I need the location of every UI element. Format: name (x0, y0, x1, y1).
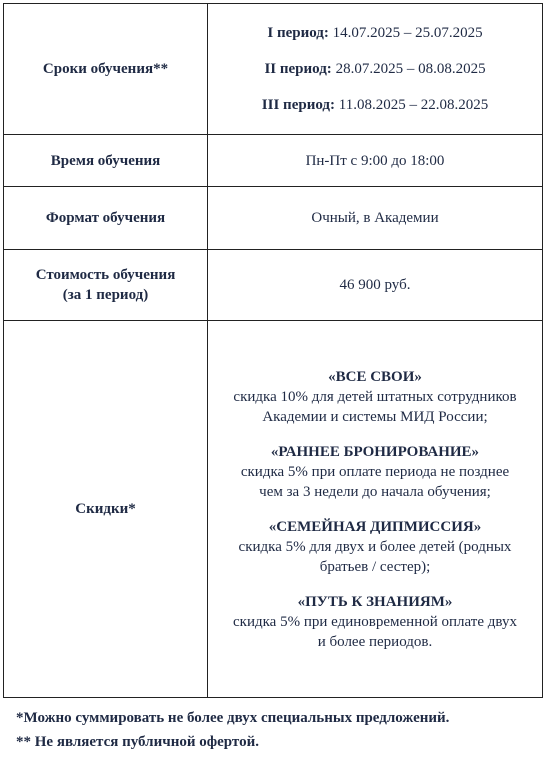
footnote-not-public-offer: ** Не является публичной офертой. (16, 734, 259, 750)
period-1 (214, 23, 536, 43)
discounts-label: Скидки* (4, 321, 208, 698)
period-3-dates: 11.08.2025 – 22.08.2025 (338, 97, 489, 113)
discount-desc-line1: скидка 5% для двух и более детей (родных (238, 538, 512, 555)
cost-label (4, 250, 208, 321)
discount-title: «ВСЕ СВОИ» (328, 368, 422, 385)
discount-item (214, 367, 536, 427)
terms-value (208, 4, 543, 135)
discount-title: «РАННЕЕ БРОНИРОВАНИЕ» (270, 443, 480, 460)
footnotes (16, 706, 449, 754)
table-row-time (4, 135, 543, 187)
period-3-name: III период: (261, 97, 335, 113)
discount-desc-line1: скидка 10% для детей штатных сотрудников (233, 388, 517, 405)
discount-title: «ПУТЬ К ЗНАНИЯМ» (297, 593, 453, 610)
discount-item (214, 592, 536, 652)
format-value: Очный, в Академии (208, 187, 543, 250)
discount-desc-line1: скидка 5% при оплате периода не позднее (240, 463, 510, 480)
discount-item (214, 442, 536, 502)
period-1-dates: 14.07.2025 – 25.07.2025 (332, 25, 483, 41)
discount-item (214, 517, 536, 577)
period-2-dates: 28.07.2025 – 08.08.2025 (335, 61, 486, 77)
discount-title: «СЕМЕЙНАЯ ДИПМИССИЯ» (268, 518, 482, 535)
discount-desc-line2: Академии и системы МИД России; (262, 408, 488, 425)
period-2-name: II период: (264, 61, 332, 77)
discount-desc-line1: скидка 5% при единовременной оплате двух (233, 613, 517, 630)
period-2 (214, 59, 536, 79)
time-label: Время обучения (4, 135, 208, 187)
period-1-name: I период: (267, 25, 329, 41)
terms-label: Сроки обучения** (4, 4, 208, 135)
table-row-terms (4, 4, 543, 135)
discounts-value (208, 321, 543, 698)
footnote-combine-offers: *Можно суммировать не более двух специальных предложений. (16, 710, 450, 726)
table-row-discounts (4, 321, 543, 698)
discount-desc-line2: чем за 3 недели до начала обучения; (259, 483, 491, 500)
cost-label-line2: (за 1 период) (62, 287, 149, 303)
table-row-format (4, 187, 543, 250)
period-3 (214, 95, 536, 115)
cost-label-line1: Стоимость обучения (35, 267, 176, 283)
format-label: Формат обучения (4, 187, 208, 250)
cost-value: 46 900 руб. (208, 250, 543, 321)
discount-desc-line2: и более периодов. (317, 633, 433, 650)
info-table (3, 3, 543, 698)
table-row-cost (4, 250, 543, 321)
discount-desc-line2: братьев / сестер); (319, 558, 431, 575)
time-value: Пн-Пт с 9:00 до 18:00 (208, 135, 543, 187)
